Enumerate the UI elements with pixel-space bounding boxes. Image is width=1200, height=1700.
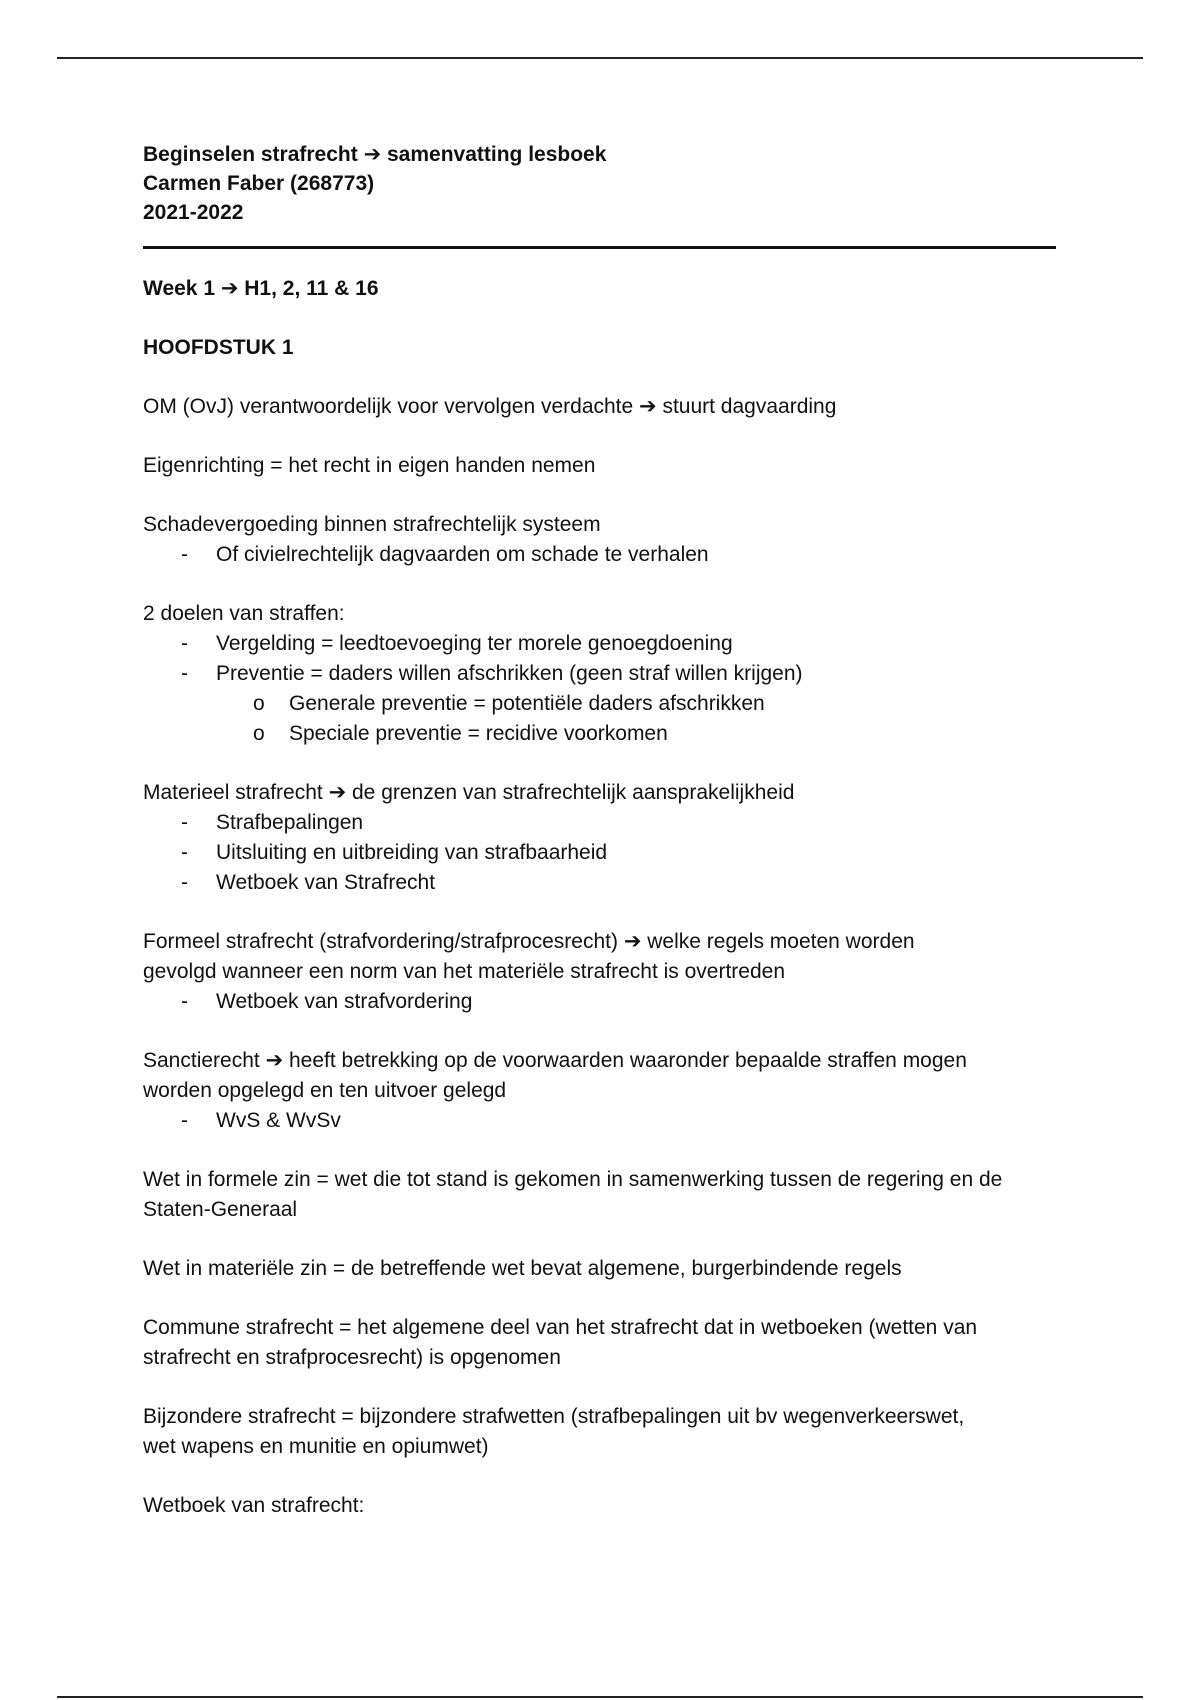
- bullet-marker: -: [181, 662, 188, 685]
- paragraph-line: Commune strafrecht = het algemene deel van het strafrecht dat in wetboeken (wetten van: [143, 1316, 978, 1339]
- sub-list-item-text: Speciale preventie = recidive voorkomen: [289, 722, 668, 745]
- top-page-rule: [57, 57, 1143, 59]
- paragraph-line: wet wapens en munitie en opiumwet): [143, 1435, 489, 1458]
- bullet-marker: -: [181, 632, 188, 655]
- paragraph: Wetboek van strafrecht:: [143, 1494, 365, 1517]
- document-title: Beginselen strafrecht ➔ samenvatting lesboek: [143, 143, 607, 166]
- sub-bullet-marker: o: [253, 722, 265, 745]
- list-item: [143, 868, 1058, 898]
- list-item: [143, 808, 1058, 838]
- paragraph-line: worden opgelegd en ten uitvoer gelegd: [143, 1079, 507, 1102]
- list-item-text: Wetboek van Strafrecht: [216, 871, 436, 894]
- list-item: [143, 1106, 1058, 1136]
- paragraph-line: Formeel strafrecht (strafvordering/strafprocesrecht) ➔ welke regels moeten worden: [143, 930, 915, 953]
- list-item-text: Vergelding = leedtoevoeging ter morele genoegdoening: [216, 632, 733, 655]
- document-author: Carmen Faber (268773): [143, 172, 375, 195]
- sub-list-item-text: Generale preventie = potentiële daders afschrikken: [289, 692, 765, 715]
- paragraph: OM (OvJ) verantwoordelijk voor vervolgen verdachte ➔ stuurt dagvaarding: [143, 395, 837, 418]
- paragraph-line: Wet in formele zin = wet die tot stand is gekomen in samenwerking tussen de regering en de: [143, 1168, 1003, 1191]
- bullet-marker: -: [181, 871, 188, 894]
- bottom-page-rule: [57, 1696, 1143, 1698]
- document-header: [143, 140, 1058, 227]
- paragraph-line: gevolgd wanneer een norm van het materiële strafrecht is overtreden: [143, 960, 786, 983]
- paragraph: Schadevergoeding binnen strafrechtelijk systeem: [143, 513, 601, 536]
- list-item: [143, 659, 1058, 689]
- paragraph-line: Bijzondere strafrecht = bijzondere strafwetten (strafbepalingen uit bv wegenverkeerswet,: [143, 1405, 965, 1428]
- paragraph: Wet in materiële zin = de betreffende wet bevat algemene, burgerbindende regels: [143, 1257, 902, 1280]
- list-item: [143, 629, 1058, 659]
- bullet-marker: -: [181, 1109, 188, 1132]
- list-item: [143, 838, 1058, 868]
- bullet-marker: -: [181, 841, 188, 864]
- week-heading: Week 1 ➔ H1, 2, 11 & 16: [143, 277, 379, 300]
- sub-bullet-marker: o: [253, 692, 265, 715]
- list-item-text: Uitsluiting en uitbreiding van strafbaarheid: [216, 841, 608, 864]
- paragraph: Eigenrichting = het recht in eigen handen nemen: [143, 454, 596, 477]
- list-item: [143, 987, 1058, 1017]
- document-body: [143, 140, 1058, 1521]
- list-item-text: WvS & WvSv: [216, 1109, 341, 1132]
- document-year: 2021-2022: [143, 201, 244, 224]
- chapter-heading: HOOFDSTUK 1: [143, 336, 294, 359]
- paragraph: 2 doelen van straffen:: [143, 602, 345, 625]
- sub-list-item: [143, 689, 1058, 719]
- list-item-text: Preventie = daders willen afschrikken (geen straf willen krijgen): [216, 662, 803, 685]
- bullet-marker: -: [181, 990, 188, 1013]
- list-item-text: Wetboek van strafvordering: [216, 990, 473, 1013]
- sub-list-item: [143, 719, 1058, 749]
- paragraph-line: strafrecht en strafprocesrecht) is opgenomen: [143, 1346, 561, 1369]
- list-item-text: Of civielrechtelijk dagvaarden om schade te verhalen: [216, 543, 709, 566]
- bullet-marker: -: [181, 811, 188, 834]
- header-separator: [143, 246, 1056, 249]
- paragraph-line: Staten-Generaal: [143, 1198, 298, 1221]
- list-item-text: Strafbepalingen: [216, 811, 364, 834]
- bullet-marker: -: [181, 543, 188, 566]
- paragraph-line: Sanctierecht ➔ heeft betrekking op de voorwaarden waaronder bepaalde straffen mogen: [143, 1049, 967, 1072]
- list-item: [143, 540, 1058, 570]
- paragraph: Materieel strafrecht ➔ de grenzen van strafrechtelijk aansprakelijkheid: [143, 781, 795, 804]
